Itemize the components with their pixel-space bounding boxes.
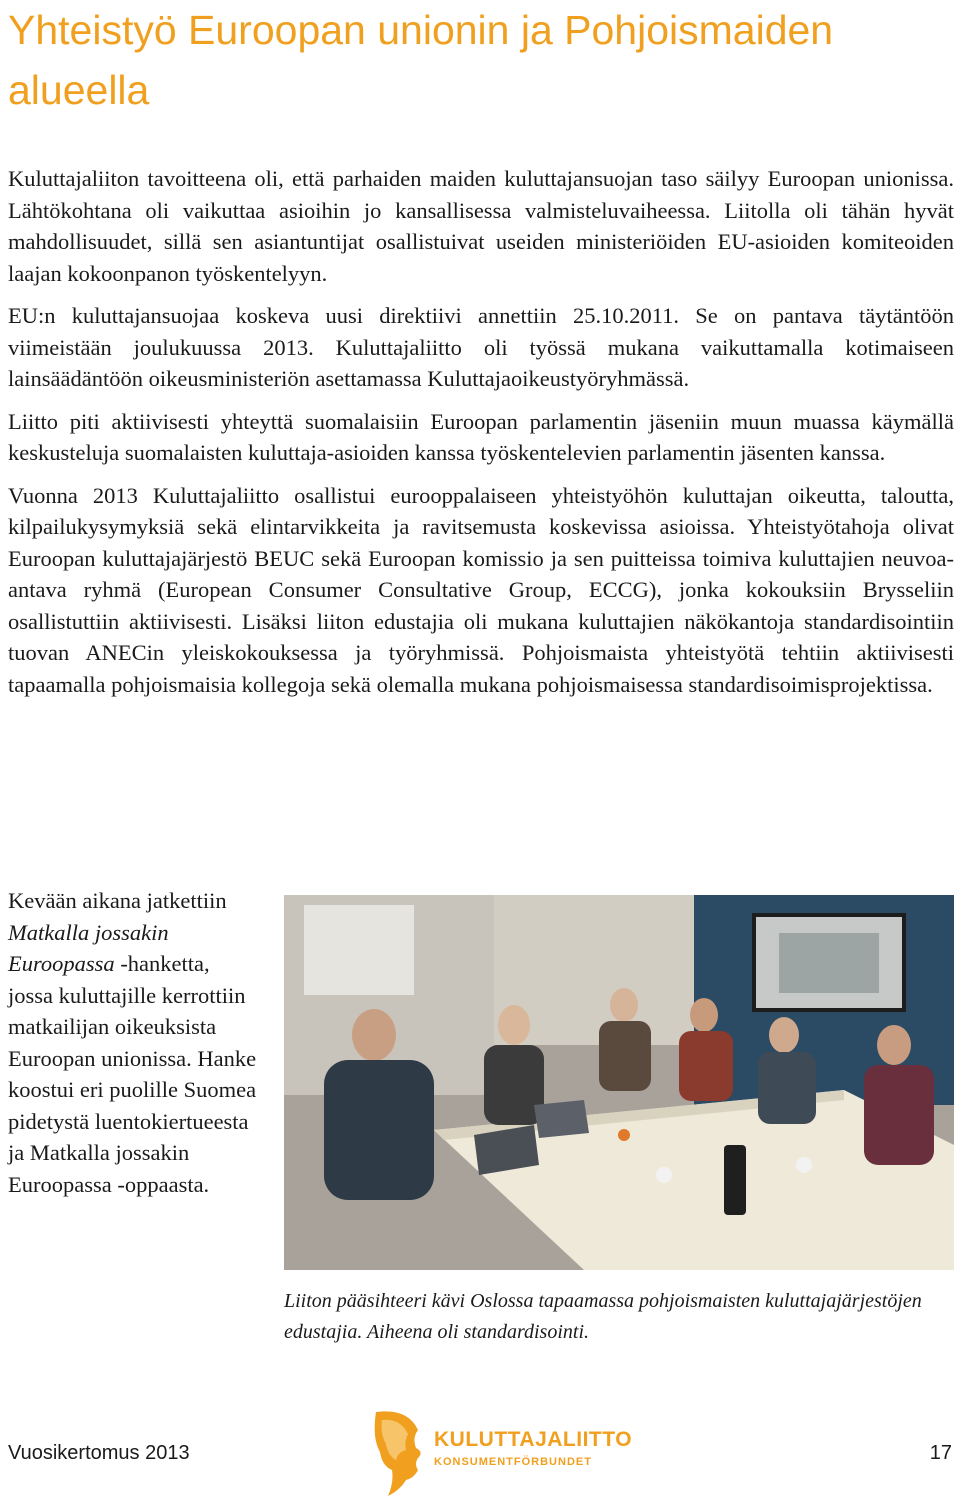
project-name: Matkalla jossakin Euroopassa — [8, 919, 169, 976]
kuluttajaliitto-logo — [368, 1408, 633, 1498]
page-number: 17 — [929, 1442, 952, 1464]
paragraph-eu-influence: Kuluttajaliiton tavoitteena oli, että parhaiden maiden kuluttajansuojan taso säilyy Euroopan unionissa. Lähtökohtana oli vaikuttaa asioihin jo kansallisessa valmisteluvaiheessa. Liitolla oli tähän hyvät mahdollisuudet, sillä sen asiantuntijat osallistuivat useiden ministeriöiden EU-asioiden komiteoiden laajan kokoonpanon työskentelyyn. — [8, 166, 954, 286]
page-title — [8, 0, 928, 120]
logo-subname: KONSUMENTFÖRBUNDET — [434, 1456, 592, 1468]
meeting-photo-illustration — [284, 895, 954, 1270]
logo-name: KULUTTAJALIITTO — [434, 1428, 633, 1451]
article-body — [8, 163, 954, 711]
paragraph-directive: EU:n kuluttajansuojaa koskeva uusi direktiivi annettiin 25.10.2011. Se on pantava täytäntöön viimeistään joulukuussa 2013. Kuluttajaliitto oli työssä mukana vaikuttamalla kotimaiseen lainsäädäntöön oikeusministeriön asettamassa Kuluttajaoikeustyöryhmässä. — [8, 303, 954, 391]
paragraph-parliament: Liitto piti aktiivisesti yhteyttä suomalaisiin Euroopan parlamentin jäseniin muun muassa käymällä keskusteluja suomalaisten kuluttaja-asioiden kanssa työskentelevien parlamentin jäsenten kanssa. — [8, 408, 954, 465]
photo-caption: Liiton pääsihteeri kävi Oslossa tapaamassa pohjoismaisten kuluttajajärjestöjen edustajia. Aiheena oli standardisointi. — [284, 1290, 922, 1343]
page-title-line-2: alueella — [8, 67, 150, 113]
report-name: Vuosikertomus 2013 — [8, 1442, 190, 1464]
logo-profile-icon — [368, 1408, 430, 1498]
page-title-line-1: Yhteistyö Euroopan unionin ja Pohjoismaiden — [8, 7, 834, 53]
sidebar-text-end: -hanketta, jossa kuluttajille kerrottiin matkailijan oikeuksista Euroopan unionissa. Hanke koostui eri puolille Suomea pidetystä luentokiertueesta ja Matkalla jossakin Euroopassa -oppaasta. — [8, 951, 257, 1197]
paragraph-european-cooperation: Vuonna 2013 Kuluttajaliitto osallistui eurooppalaiseen yhteistyöhön kuluttajan oikeutta, taloutta, kilpailukysymyksiä sekä elintarvikkeita ja ravitsemusta koskevissa asioissa. Yhteistyötahoja olivat Euroopan kuluttajajärjestö BEUC sekä Euroopan komissio ja sen puitteissa toimiva kuluttajien neuvoa-antava ryhmä (European Consumer Consultative Group, ECCG), jonka kokouksiin Brysseliin osallistuttiin aktiivisesti. Lisäksi liiton edustajia oli mukana kuluttajien näkökantoja standardisointiin tuovan ANECin yleiskokouksessa ja työryhmissä. Pohjoismaista yhteistyötä tehtiin aktiivisesti tapaamalla pohjoismaisia kollegoja sekä olemalla mukana pohjoismaisessa standardisoimisprojektissa. — [8, 482, 954, 697]
sidebar-text-start: Kevään aikana jatkettiin — [8, 888, 227, 913]
sidebar-text — [8, 885, 260, 1200]
meeting-photo — [284, 895, 954, 1270]
